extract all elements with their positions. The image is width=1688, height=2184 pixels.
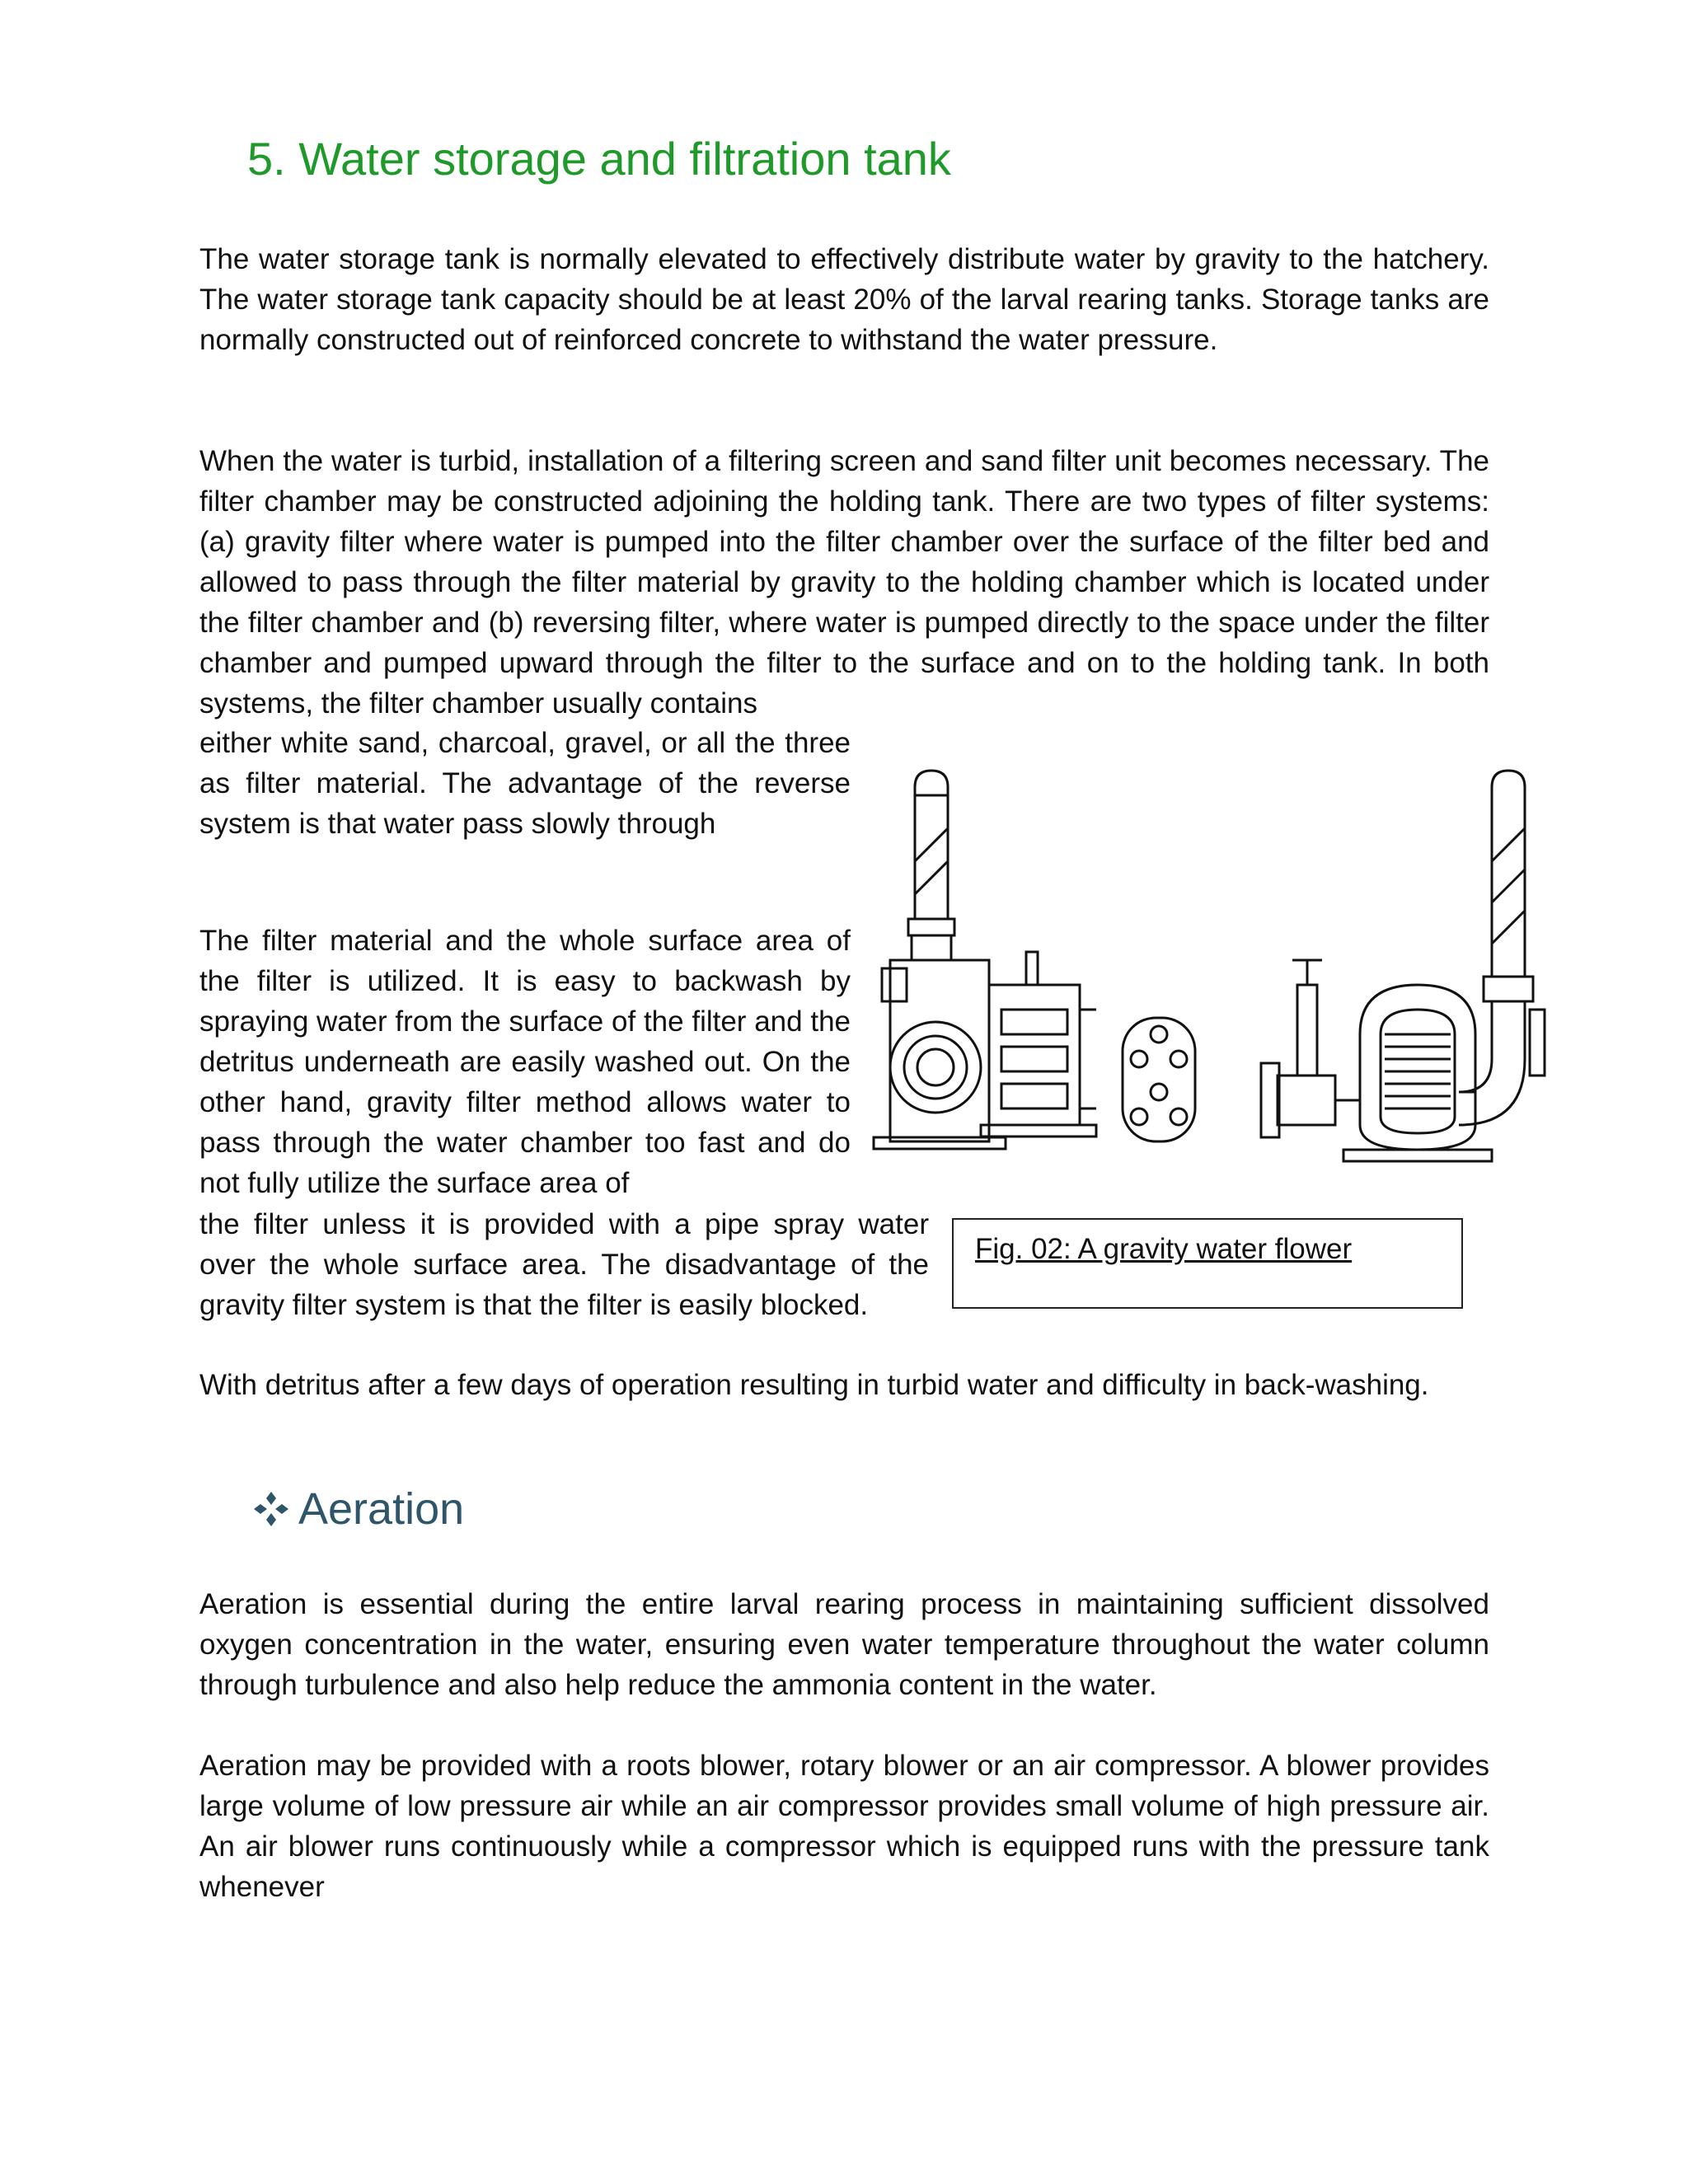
paragraph-filter-material: either white sand, charcoal, gravel, or all the three as filter material. The advantage of the reverse system is that water pass slowly through xyxy=(199,727,851,840)
gravity-water-blower-illustration xyxy=(849,762,1566,1195)
figure-caption: Fig. 02: A gravity water flower xyxy=(975,1233,1353,1265)
diamond-bullet-icon xyxy=(251,1488,292,1530)
section-title: 5. Water storage and filtration tank xyxy=(247,133,951,185)
paragraph-filter-systems: When the water is turbid, installation of a filtering screen and sand filter unit becomes necessary. The filter chamber may be constructed adjoining the holding tank. There are two types of filter systems: (a) gravity filter where water is pumped into the filter chamber over the surface of the filter bed and allowed to pass through the filter material by gravity to the holding chamber which is located under the filter chamber and (b) reversing filter, where water is pumped directly to the space under the filter chamber and pumped upward through the filter to the surface and on to the holding tank. In both systems, the filter chamber usually contains xyxy=(199,445,1489,719)
figure-gravity-water-blower xyxy=(849,762,1566,1195)
aeration-title: Aeration xyxy=(298,1484,465,1534)
paragraph-storage-tank: The water storage tank is normally elevated to effectively distribute water by gravity to the hatchery. The water storage tank capacity should be at least 20% of the larval rearing tanks. Storage tanks are normally constructed out of reinforced concrete to withstand the water pressure. xyxy=(199,243,1489,356)
paragraph-aeration-essential: Aeration is essential during the entire larval rearing process in maintaining sufficient dissolved oxygen concentration in the water, ensuring even water temperature throughout the water column through turbulence and also help reduce the ammonia content in the water. xyxy=(199,1588,1489,1701)
figure-caption-box xyxy=(952,1218,1463,1309)
paragraph-detritus: With detritus after a few days of operation resulting in turbid water and difficulty in back-washing. xyxy=(199,1369,1429,1401)
paragraph-gravity-disadvantage: the filter unless it is provided with a pipe spray water over the whole surface area. The disadvantage of the gravity filter system is that the filter is easily blocked. xyxy=(199,1208,929,1321)
paragraph-aeration-blower: Aeration may be provided with a roots blower, rotary blower or an air compressor. A blower provides large volume of low pressure air while an air compressor provides small volume of high pressure air. An air blower runs continuously while a compressor which is equipped runs with the pressure tank whenever xyxy=(199,1750,1489,1903)
paragraph-backwash: The filter material and the whole surface area of the filter is utilized. It is easy to backwash by spraying water from the surface of the filter and the detritus underneath are easily washed out. On the other hand, gravity filter method allows water to pass through the water chamber too fast and do not fully utilize the surface area of xyxy=(199,925,851,1199)
aeration-heading xyxy=(251,1483,464,1535)
